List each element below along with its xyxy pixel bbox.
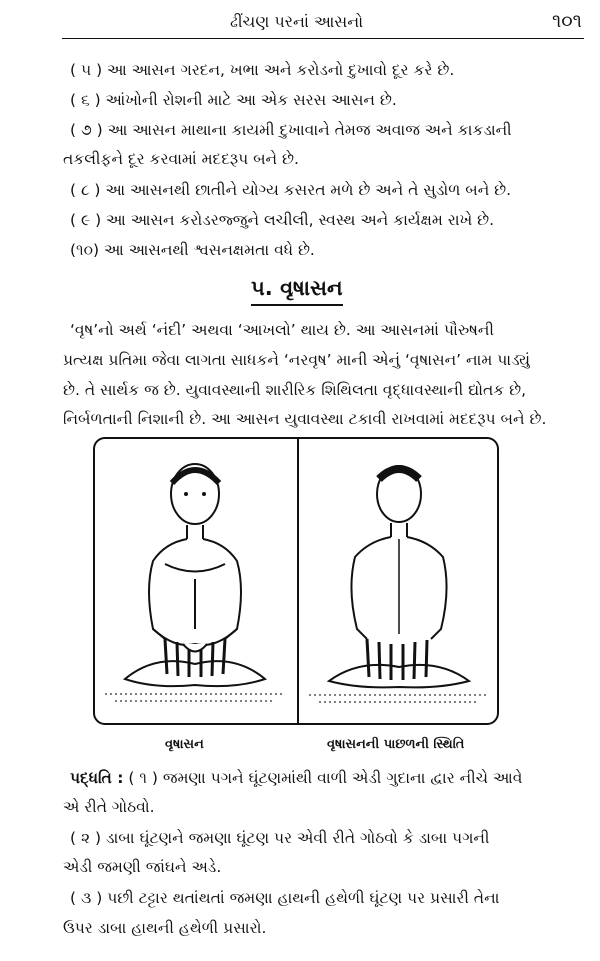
figure-caption-left: વૃષાસન (165, 737, 204, 752)
method-label: પદ્ધતિ : (70, 769, 124, 787)
benefit-item: ( ૬ ) આંખોની રોશની માટે આ એક સરસ આસન છે. (70, 91, 397, 109)
benefit-item: ( ૫ ) આ આસન ગરદન, ખભા અને કરોડનો દુખાવો દૂર કરે છે. (70, 61, 455, 79)
header-rule (62, 38, 584, 39)
page-number: ૧૦૧ (551, 10, 582, 32)
method-line (70, 768, 522, 788)
front-view-illustration (95, 439, 295, 725)
method-line: ઉપર ડાબા હાથની હથેળી પ્રસારો. (63, 919, 267, 937)
method-line: ( ૩ ) પછી ટટ્ટાર થતાંથતાં જમણા હાથની હથેળી ઘૂંટણ પર પ્રસારી તેના (70, 889, 500, 907)
intro-line: ‘વૃષ’નો અર્થ ‘નંદી’ અથવા ‘આખલો’ થાય છે. આ આસનમાં પૌરુષની (70, 321, 494, 339)
intro-line: પ્રત્યક્ષ પ્રતિમા જેવા લાગતા સાધકને ‘નરવૃષ’ માની એનું ‘વૃષાસન’ નામ પાડ્યું (63, 351, 530, 369)
benefit-item: (૧૦) આ આસનથી શ્વસનક્ષમતા વધે છે. (70, 241, 315, 259)
method-line: એ રીતે ગોઠવો. (63, 798, 155, 816)
benefit-item: ( ૭ ) આ આસન માથાના કાયમી દુખાવાને તેમજ અવાજ અને કાકડાની (70, 121, 512, 139)
method-line: એડી જમણી જાંઘને અડે. (63, 858, 222, 876)
back-view-illustration (299, 439, 499, 725)
section-heading: ૫. વૃષાસન (251, 276, 343, 306)
method-step-text: ( ૧ ) જમણા પગને ઘૂંટણમાંથી વાળી એડી ગુદાના દ્વાર નીચે આવે (128, 769, 523, 787)
benefit-item: ( ૯ ) આ આસન કરોડરજ્જુને લચીલી, સ્વસ્થ અને કાર્યક્ષમ રાખે છે. (70, 211, 495, 229)
chapter-title: ઢીંચણ પરનાં આસનો (230, 12, 364, 31)
benefit-item-continued: તકલીફને દૂર કરવામાં મદદરૂપ બને છે. (63, 150, 299, 168)
running-header (62, 10, 582, 36)
intro-line: છે. તે સાર્થક જ છે. યુવાવસ્થાની શારીરિક શિથિલતા વૃદ્ધાવસ્થાની દ્યોતક છે, (63, 381, 527, 399)
benefit-item: ( ૮ ) આ આસનથી છાતીને યોગ્ય કસરત મળે છે અને તે સુડોળ બને છે. (70, 181, 512, 199)
illustration-frame (93, 437, 499, 725)
method-line: ( ૨ ) ડાબા ઘૂંટણને જમણા ઘૂંટણ પર એવી રીતે ગોઠવો કે ડાબા પગની (70, 829, 490, 847)
intro-line: નિર્બળતાની નિશાની છે. આ આસન યુવાવસ્થા ટકાવી રાખવામાં મદદરૂપ બને છે. (63, 410, 547, 428)
figure-caption-right: વૃષાસનની પાછળની સ્થિતિ (327, 737, 465, 752)
